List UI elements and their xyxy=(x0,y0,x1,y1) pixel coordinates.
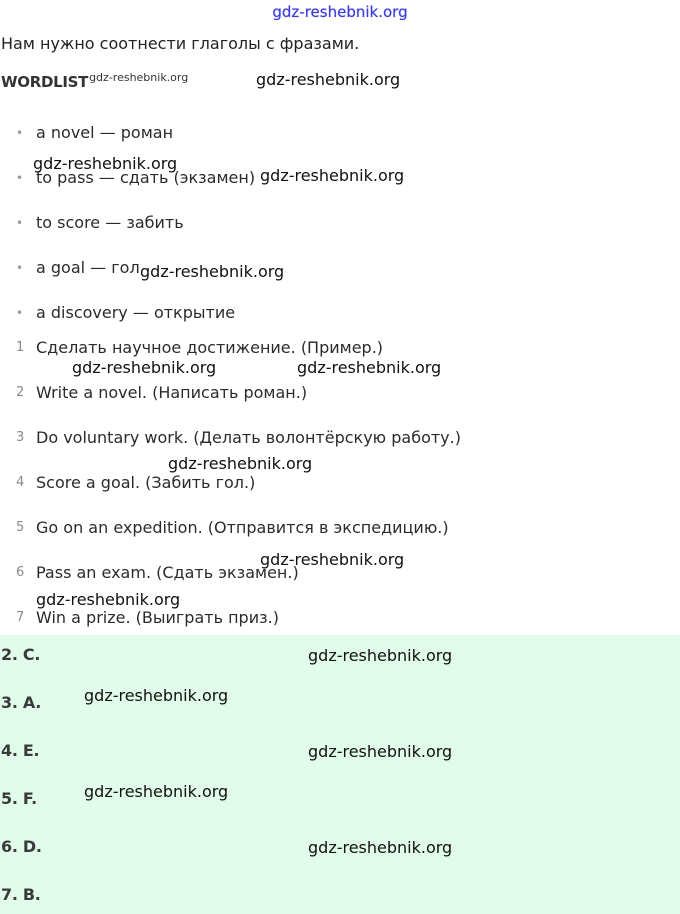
answer-item: 3. A. xyxy=(1,693,42,712)
watermark: gdz-reshebnik.org xyxy=(256,70,401,89)
bullet-icon: • xyxy=(16,261,24,275)
word-item: • a discovery — открытие xyxy=(16,303,236,322)
task-item xyxy=(16,427,461,449)
task-number: 4 xyxy=(16,475,25,490)
word-item: • to score — забить xyxy=(16,213,184,232)
watermark: gdz-reshebnik.org xyxy=(33,154,178,173)
word-item: • to pass — сдать (экзамен) xyxy=(16,168,256,187)
task-text: Score a goal. (Забить гол.) xyxy=(36,473,256,492)
wordlist-title: WORDLIST xyxy=(1,73,89,91)
task-item xyxy=(16,472,256,494)
watermark: gdz-reshebnik.org xyxy=(140,262,285,281)
answer-item: 7. B. xyxy=(1,885,41,904)
answers-panel xyxy=(0,635,680,914)
answer-item: 4. E. xyxy=(1,741,40,760)
watermark: gdz-reshebnik.org xyxy=(84,782,229,801)
answer-item: 5. F. xyxy=(1,789,37,808)
task-item xyxy=(16,517,449,539)
watermark: gdz-reshebnik.org xyxy=(36,590,181,609)
task-item xyxy=(16,607,279,629)
watermark: gdz-reshebnik.org xyxy=(72,358,217,377)
task-number: 2 xyxy=(16,385,25,400)
task-item xyxy=(16,382,308,404)
intro-text: Нам нужно соотнести глаголы с фразами. xyxy=(1,34,360,53)
watermark: gdz-reshebnik.org xyxy=(308,838,453,857)
watermark: gdz-reshebnik.org xyxy=(308,742,453,761)
task-text: Win a prize. (Выиграть приз.) xyxy=(36,608,279,627)
task-number: 5 xyxy=(16,520,25,535)
task-text: Do voluntary work. (Делать волонтёрскую работу.) xyxy=(36,428,461,447)
watermark: gdz-reshebnik.org xyxy=(168,454,313,473)
answer-item: 2. C. xyxy=(1,645,41,664)
word-item: • a goal — гол xyxy=(16,258,140,277)
task-number: 7 xyxy=(16,610,25,625)
task-text: Pass an exam. (Сдать экзамен.) xyxy=(36,563,299,582)
task-number: 6 xyxy=(16,565,25,580)
task-number: 3 xyxy=(16,430,25,445)
wordlist-sup: gdz-reshebnik.org xyxy=(89,71,189,84)
task-number: 1 xyxy=(16,340,25,355)
task-item xyxy=(16,337,384,359)
site-header[interactable]: gdz-reshebnik.org xyxy=(272,3,408,21)
bullet-icon: • xyxy=(16,126,24,140)
answer-item: 6. D. xyxy=(1,837,42,856)
bullet-icon: • xyxy=(16,171,24,185)
bullet-icon: • xyxy=(16,306,24,320)
task-text: Go on an expedition. (Отправится в экспедицию.) xyxy=(36,518,449,537)
watermark: gdz-reshebnik.org xyxy=(260,550,405,569)
task-text: Сделать научное достижение. (Пример.) xyxy=(36,338,384,357)
word-item: • a novel — роман xyxy=(16,123,174,142)
task-text: Write a novel. (Написать роман.) xyxy=(36,383,308,402)
watermark: gdz-reshebnik.org xyxy=(84,686,229,705)
wordlist-heading xyxy=(1,68,188,92)
bullet-icon: • xyxy=(16,216,24,230)
watermark: gdz-reshebnik.org xyxy=(308,646,453,665)
watermark: gdz-reshebnik.org xyxy=(297,358,442,377)
watermark: gdz-reshebnik.org xyxy=(260,166,405,185)
